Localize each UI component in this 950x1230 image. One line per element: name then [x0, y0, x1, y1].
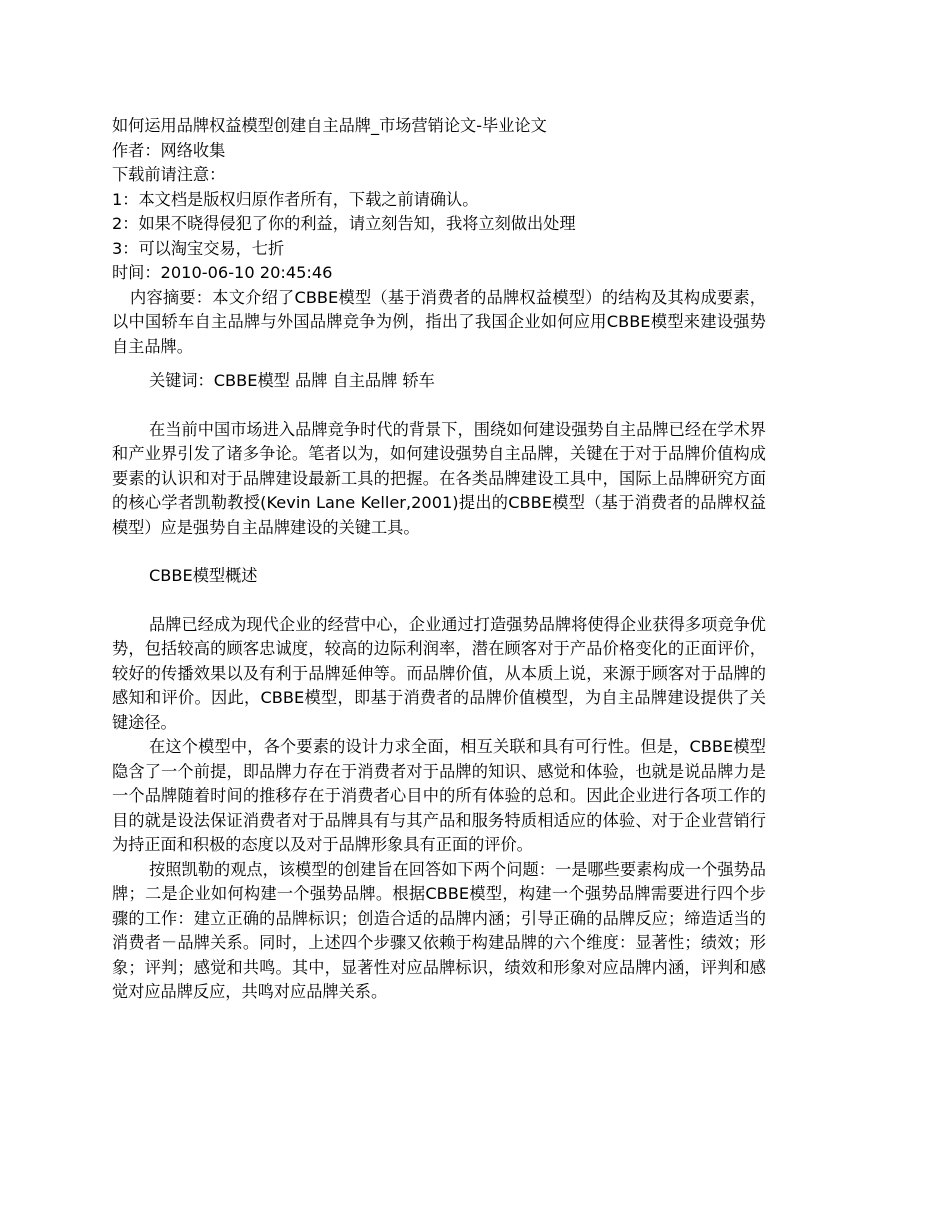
keywords-line: 关键词：CBBE模型 品牌 自主品牌 轿车	[149, 371, 435, 390]
document-timestamp: 时间：2010-06-10 20:45:46	[112, 263, 333, 282]
body-paragraph: 按照凯勒的观点，该模型的创建旨在回答如下两个问题：一是哪些要素构成一个强势品牌；二是企业如何构建一个强势品牌。根据CBBE模型，构建一个强势品牌需要进行四个步骤的工作：建立正确的品牌标识；创造合适的品牌内涵；引导正确的品牌反应；缔造适当的消费者－品牌关系。同时，上述四个步骤又依赖于构建品牌的六个维度：显著性；绩效；形象；评判；感觉和共鸣。其中，显著性对应品牌标识，绩效和形象对应品牌内涵，评判和感觉对应品牌反应，共鸣对应品牌关系。	[112, 859, 766, 1001]
intro-paragraph: 在当前中国市场进入品牌竞争时代的背景下，围绕如何建设强势自主品牌已经在学术界和产业界引发了诸多争论。笔者以为，如何建设强势自主品牌，关键在于对于品牌价值构成要素的认识和对于品牌建设最新工具的把握。在各类品牌建设工具中，国际上品牌研究方面的核心学者凯勒教授(Kevin Lane Keller,2001)提出的CBBE模型（基于消费者的品牌权益模型）应是强势自主品牌建设的关键工具。	[112, 419, 766, 537]
body-paragraph: 在这个模型中，各个要素的设计力求全面，相互关联和具有可行性。但是，CBBE模型隐含了一个前提，即品牌力存在于消费者对于品牌的知识、感觉和体验，也就是说品牌力是一个品牌随着时间的推移存在于消费者心目中的所有体验的总和。因此企业进行各项工作的目的就是设法保证消费者对于品牌具有与其产品和服务特质相适应的体验、对于企业营销行为持正面和积极的态度以及对于品牌形象具有正面的评价。	[112, 737, 766, 854]
document-author: 作者：网络收集	[112, 140, 226, 160]
spacer	[112, 589, 766, 613]
notice-heading: 下载前请注意：	[112, 165, 226, 184]
notice-item: 2：如果不晓得侵犯了你的利益，请立刻告知，我将立刻做出处理	[112, 214, 576, 233]
body-paragraph: 品牌已经成为现代企业的经营中心，企业通过打造强势品牌将使得企业获得多项竞争优势，包括较高的顾客忠诚度，较高的边际利润率，潜在顾客对于产品价格变化的正面评价，较好的传播效果以及有利于品牌延伸等。而品牌价值，从本质上说，来源于顾客对于品牌的感知和评价。因此，CBBE模型，即基于消费者的品牌价值模型，为自主品牌建设提供了关键途径。	[112, 614, 766, 732]
abstract-paragraph: 内容摘要：本文介绍了CBBE模型（基于消费者的品牌权益模型）的结构及其构成要素，以中国轿车自主品牌与外国品牌竞争为例，指出了我国企业如何应用CBBE模型来建设强势自主品牌。	[112, 287, 766, 356]
spacer	[112, 359, 766, 369]
spacer	[112, 394, 766, 418]
document-title: 如何运用品牌权益模型创建自主品牌_市场营销论文-毕业论文	[112, 116, 547, 135]
notice-item: 3：可以淘宝交易，七折	[112, 238, 285, 258]
section-heading: CBBE模型概述	[149, 566, 258, 585]
document-page	[112, 114, 766, 1005]
notice-item: 1：本文档是版权归原作者所有，下载之前请确认。	[112, 189, 479, 209]
spacer	[112, 540, 766, 564]
